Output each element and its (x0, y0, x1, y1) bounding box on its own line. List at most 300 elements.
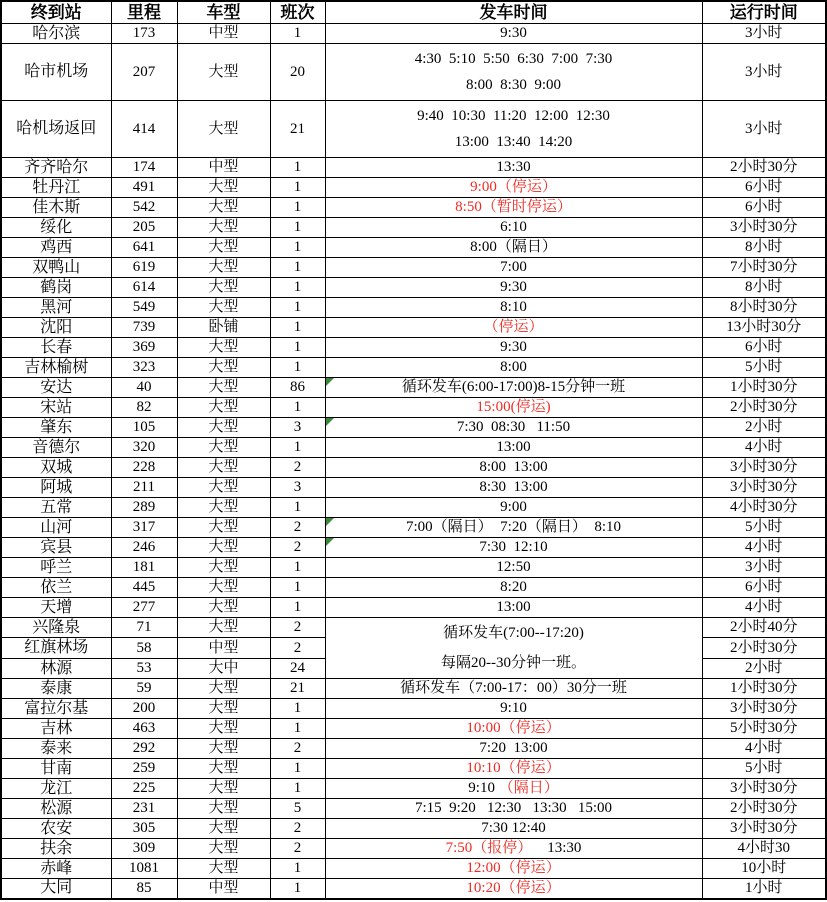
cell-bus-type: 大型 (177, 238, 270, 258)
departure-times (326, 579, 702, 596)
departure-times (326, 800, 702, 817)
cell-bus-type: 大型 (177, 779, 270, 799)
cell-running-time: 2小时 (702, 658, 826, 678)
cell-trips: 1 (270, 558, 325, 578)
cell-running-time: 2小时40分 (702, 618, 826, 638)
cell-station: 双城 (1, 458, 111, 478)
cell-station: 赤峰 (1, 859, 111, 879)
cell-station: 哈尔滨 (1, 24, 111, 44)
cell-trips: 1 (270, 438, 325, 458)
cell-departure-time (325, 739, 702, 759)
cell-running-time: 2小时30分 (702, 799, 826, 819)
table-row (1, 618, 826, 638)
cell-running-time: 3小时 (702, 24, 826, 44)
table-row (1, 799, 826, 819)
cell-station: 吉林 (1, 719, 111, 739)
cell-running-time: 6小时 (702, 178, 826, 198)
cell-trips: 3 (270, 418, 325, 438)
cell-station: 农安 (1, 819, 111, 839)
cell-departure-time (325, 438, 702, 458)
cell-bus-type: 中型 (177, 638, 270, 658)
cell-trips: 2 (270, 839, 325, 859)
cell-running-time: 5小时30分 (702, 719, 826, 739)
departure-note-red: 8:50（暂时停运） (455, 199, 572, 216)
cell-trips: 1 (270, 859, 325, 879)
departure-time-text: 9:30 (500, 25, 527, 42)
departure-time-text: 8:00 8:30 9:00 (465, 76, 561, 93)
cell-running-time: 3小时30分 (702, 218, 826, 238)
header-station: 终到站 (1, 1, 111, 24)
table-row (1, 338, 826, 358)
departure-time-text: 9:40 10:30 11:20 12:00 12:30 (417, 108, 610, 124)
departure-note-red: 9:00（停运） (470, 179, 557, 196)
cell-station: 双鸭山 (1, 258, 111, 278)
table-row (1, 238, 826, 258)
table-row (1, 298, 826, 318)
cell-running-time: 8小时30分 (702, 298, 826, 318)
departure-times (326, 519, 702, 536)
departure-time-text: 8:00（隔日） (470, 239, 557, 256)
cell-bus-type: 大型 (177, 278, 270, 298)
cell-running-time: 1小时30分 (702, 378, 826, 398)
cell-mileage: 173 (111, 24, 177, 44)
cell-running-time: 3小时30分 (702, 699, 826, 719)
cell-departure-time (325, 398, 702, 418)
table-row (1, 358, 826, 378)
cell-station: 宾县 (1, 538, 111, 558)
cell-bus-type: 大型 (177, 258, 270, 278)
cell-departure-time (325, 578, 702, 598)
departure-time-text: 13:00 13:40 14:20 (454, 133, 573, 150)
cell-departure-time (325, 44, 702, 101)
departure-times (326, 279, 702, 296)
table-row (1, 218, 826, 238)
cell-mileage: 85 (111, 879, 177, 899)
departure-line (326, 279, 702, 296)
departure-times (326, 419, 702, 436)
departure-line (326, 499, 702, 516)
departure-times (326, 159, 702, 176)
cell-mileage: 292 (111, 739, 177, 759)
departure-line (326, 479, 702, 496)
departure-times (326, 760, 702, 777)
departure-line (326, 539, 702, 556)
departure-line (326, 25, 702, 42)
cell-trips: 1 (270, 879, 325, 899)
cell-station: 宋站 (1, 398, 111, 418)
table-header (1, 1, 826, 24)
departure-time-text: 8:20 (500, 579, 527, 596)
cell-station: 富拉尔基 (1, 699, 111, 719)
table-row (1, 378, 826, 398)
header-row (1, 1, 826, 24)
cell-station: 依兰 (1, 578, 111, 598)
cell-running-time: 3小时 (702, 101, 826, 158)
cell-running-time: 4小时 (702, 438, 826, 458)
cell-station: 阿城 (1, 478, 111, 498)
departure-note-red: 15:00(停运) (476, 399, 551, 416)
cell-trips: 1 (270, 398, 325, 418)
departure-line (326, 419, 702, 436)
table-row (1, 158, 826, 178)
table-row (1, 819, 826, 839)
cell-mileage: 207 (111, 44, 177, 101)
cell-trips: 1 (270, 258, 325, 278)
departure-times (326, 740, 702, 757)
cell-bus-type: 大型 (177, 358, 270, 378)
cell-departure-time (325, 298, 702, 318)
cell-bus-type: 大中 (177, 658, 270, 678)
cell-trips: 1 (270, 358, 325, 378)
cell-mileage: 71 (111, 618, 177, 638)
departure-line (326, 219, 702, 236)
cell-bus-type: 大型 (177, 618, 270, 638)
table-row (1, 44, 826, 101)
cell-bus-type: 大型 (177, 398, 270, 418)
cell-trips: 1 (270, 338, 325, 358)
cell-mileage: 205 (111, 218, 177, 238)
cell-trips: 20 (270, 44, 325, 101)
cell-departure-time (325, 598, 702, 618)
cell-trips: 1 (270, 278, 325, 298)
cell-bus-type: 大型 (177, 178, 270, 198)
cell-departure-time (325, 338, 702, 358)
table-row (1, 398, 826, 418)
cell-station: 黑河 (1, 298, 111, 318)
table-row (1, 458, 826, 478)
cell-running-time: 5小时 (702, 358, 826, 378)
header-departure-time: 发车时间 (325, 1, 702, 24)
departure-times (326, 880, 702, 897)
departure-line (326, 760, 702, 777)
cell-station: 五常 (1, 498, 111, 518)
departure-line (326, 700, 702, 717)
cell-bus-type: 大型 (177, 438, 270, 458)
departure-time-text: 循环发车(7:00--17:20) (443, 624, 584, 641)
cell-bus-type: 大型 (177, 538, 270, 558)
cell-bus-type: 大型 (177, 298, 270, 318)
cell-running-time: 4小时 (702, 598, 826, 618)
cell-mileage: 491 (111, 178, 177, 198)
table-row (1, 759, 826, 779)
table-row (1, 278, 826, 298)
departure-line (326, 359, 702, 376)
departure-line (326, 259, 702, 276)
cell-bus-type: 大型 (177, 719, 270, 739)
cell-trips: 2 (270, 819, 325, 839)
cell-trips: 2 (270, 518, 325, 538)
cell-station: 山河 (1, 518, 111, 538)
cell-trips: 1 (270, 238, 325, 258)
table-row (1, 258, 826, 278)
cell-mileage: 463 (111, 719, 177, 739)
cell-running-time: 3小时30分 (702, 819, 826, 839)
departure-times (326, 319, 702, 336)
cell-mileage: 289 (111, 498, 177, 518)
cell-departure-time (325, 278, 702, 298)
cell-bus-type: 大型 (177, 578, 270, 598)
departure-line (326, 579, 702, 596)
departure-times (326, 199, 702, 216)
cell-station: 肇东 (1, 418, 111, 438)
cell-departure-time (325, 618, 702, 679)
departure-line (326, 840, 702, 857)
table-row (1, 739, 826, 759)
departure-line (326, 680, 702, 697)
table-row (1, 418, 826, 438)
cell-trips: 5 (270, 799, 325, 819)
cell-departure-time (325, 178, 702, 198)
departure-times (326, 25, 702, 42)
cell-trips: 86 (270, 378, 325, 398)
departure-time-text: 13:30 (496, 159, 531, 176)
cell-mileage: 231 (111, 799, 177, 819)
cell-trips: 1 (270, 318, 325, 338)
cell-station: 安达 (1, 378, 111, 398)
cell-running-time: 8小时 (702, 278, 826, 298)
table-row (1, 178, 826, 198)
cell-departure-time (325, 759, 702, 779)
departure-times (326, 339, 702, 356)
comment-triangle-icon (326, 538, 334, 546)
cell-station: 沈阳 (1, 318, 111, 338)
cell-mileage: 549 (111, 298, 177, 318)
departure-time-text: 7:00 (500, 259, 527, 276)
table-row (1, 318, 826, 338)
cell-departure-time (325, 558, 702, 578)
cell-mileage: 614 (111, 278, 177, 298)
cell-departure-time (325, 839, 702, 859)
cell-bus-type: 卧铺 (177, 318, 270, 338)
cell-trips: 2 (270, 638, 325, 658)
departure-line (326, 239, 702, 256)
table-row (1, 101, 826, 158)
cell-running-time: 1小时30分 (702, 679, 826, 699)
cell-station: 松源 (1, 799, 111, 819)
departure-times (326, 399, 702, 416)
cell-station: 鸡西 (1, 238, 111, 258)
cell-bus-type: 大型 (177, 338, 270, 358)
departure-time-text: 8:30 13:00 (479, 479, 548, 496)
table-row (1, 598, 826, 618)
table-row (1, 24, 826, 44)
cell-bus-type: 大型 (177, 101, 270, 158)
header-running-time: 运行时间 (702, 1, 826, 24)
cell-departure-time (325, 719, 702, 739)
cell-mileage: 181 (111, 558, 177, 578)
cell-departure-time (325, 859, 702, 879)
cell-running-time: 10小时 (702, 859, 826, 879)
cell-station: 音德尔 (1, 438, 111, 458)
cell-departure-time (325, 198, 702, 218)
departure-times (326, 599, 702, 616)
departure-line (326, 339, 702, 356)
departure-line (326, 880, 702, 897)
cell-mileage: 305 (111, 819, 177, 839)
cell-running-time: 4小时30分 (702, 498, 826, 518)
departure-time-text: 7:30 12:40 (481, 820, 546, 837)
departure-time-text: 循环发车（7:00-17：00）30分一班 (400, 680, 627, 697)
cell-trips: 1 (270, 779, 325, 799)
departure-line (326, 379, 702, 396)
cell-departure-time (325, 24, 702, 44)
cell-bus-type: 大型 (177, 198, 270, 218)
table-row (1, 859, 826, 879)
cell-running-time: 6小时 (702, 338, 826, 358)
cell-station: 红旗林场 (1, 638, 111, 658)
cell-departure-time (325, 458, 702, 478)
cell-mileage: 246 (111, 538, 177, 558)
cell-bus-type: 中型 (177, 879, 270, 899)
cell-station: 泰来 (1, 739, 111, 759)
departure-line (326, 199, 702, 216)
cell-running-time: 13小时30分 (702, 318, 826, 338)
departure-times (326, 479, 702, 496)
departure-note-red: 10:10（停运） (466, 760, 561, 777)
cell-departure-time (325, 779, 702, 799)
cell-departure-time (325, 258, 702, 278)
cell-bus-type: 大型 (177, 679, 270, 699)
table-row (1, 779, 826, 799)
cell-running-time: 8小时 (702, 238, 826, 258)
departure-line (326, 159, 702, 176)
cell-bus-type: 大型 (177, 839, 270, 859)
cell-bus-type: 大型 (177, 478, 270, 498)
comment-triangle-icon (326, 418, 334, 426)
cell-station: 大同 (1, 879, 111, 899)
table-row (1, 498, 826, 518)
cell-running-time: 4小时 (702, 739, 826, 759)
table-row (1, 558, 826, 578)
cell-trips: 2 (270, 739, 325, 759)
cell-mileage: 445 (111, 578, 177, 598)
cell-departure-time (325, 538, 702, 558)
cell-mileage: 309 (111, 839, 177, 859)
departure-time-text: 循环发车(6:00-17:00)8-15分钟一班 (401, 379, 626, 396)
cell-running-time: 2小时30分 (702, 158, 826, 178)
departure-times (326, 219, 702, 236)
departure-line (326, 134, 702, 151)
departure-line (326, 625, 702, 642)
cell-trips: 1 (270, 719, 325, 739)
cell-station: 佳木斯 (1, 198, 111, 218)
cell-bus-type: 大型 (177, 739, 270, 759)
cell-running-time: 6小时 (702, 198, 826, 218)
departure-times (326, 840, 702, 857)
cell-bus-type: 大型 (177, 218, 270, 238)
cell-mileage: 228 (111, 458, 177, 478)
cell-bus-type: 大型 (177, 498, 270, 518)
cell-bus-type: 大型 (177, 759, 270, 779)
departure-time-text: 9:10 (468, 780, 499, 797)
table-row (1, 879, 826, 899)
cell-departure-time (325, 879, 702, 899)
departure-time-text: 8:00 13:00 (479, 459, 548, 476)
table-row (1, 699, 826, 719)
cell-mileage: 277 (111, 598, 177, 618)
table-row (1, 518, 826, 538)
departure-line (326, 459, 702, 476)
cell-bus-type: 中型 (177, 158, 270, 178)
cell-running-time: 6小时 (702, 578, 826, 598)
cell-mileage: 641 (111, 238, 177, 258)
departure-line (326, 559, 702, 576)
departure-note-red: （停运） (483, 319, 544, 336)
departure-time-text: 9:00 (500, 499, 527, 516)
cell-running-time: 2小时 (702, 418, 826, 438)
departure-note-red: （隔日） (498, 780, 559, 797)
cell-departure-time (325, 498, 702, 518)
departure-note-red: 12:00（停运） (466, 860, 561, 877)
cell-mileage: 542 (111, 198, 177, 218)
cell-station: 扶余 (1, 839, 111, 859)
header-mileage: 里程 (111, 1, 177, 24)
departure-note-red: 10:00（停运） (466, 720, 561, 737)
timetable-body (1, 24, 826, 899)
comment-triangle-icon (326, 518, 334, 526)
cell-bus-type: 大型 (177, 558, 270, 578)
departure-time-text: 12:50 (496, 559, 531, 576)
departure-line (326, 51, 702, 68)
cell-departure-time (325, 478, 702, 498)
departure-times (326, 299, 702, 316)
departure-line (326, 319, 702, 336)
cell-mileage: 414 (111, 101, 177, 158)
cell-bus-type: 大型 (177, 44, 270, 101)
cell-mileage: 317 (111, 518, 177, 538)
table-row (1, 538, 826, 558)
departure-time-text: 9:30 (500, 339, 527, 356)
cell-station: 兴隆泉 (1, 618, 111, 638)
cell-departure-time (325, 238, 702, 258)
cell-departure-time (325, 819, 702, 839)
departure-line (326, 439, 702, 456)
departure-times (326, 359, 702, 376)
departure-times (326, 539, 702, 556)
cell-running-time: 5小时 (702, 518, 826, 538)
cell-mileage: 59 (111, 679, 177, 699)
cell-mileage: 200 (111, 699, 177, 719)
cell-bus-type: 大型 (177, 799, 270, 819)
cell-station: 林源 (1, 658, 111, 678)
cell-running-time: 1小时 (702, 879, 826, 899)
table-row (1, 839, 826, 859)
cell-running-time: 7小时30分 (702, 258, 826, 278)
departure-time-text: 13:00 (496, 439, 531, 456)
departure-times (326, 239, 702, 256)
cell-trips: 1 (270, 198, 325, 218)
departure-times (326, 179, 702, 196)
departure-time-text: 每隔20--30分钟一班。 (441, 654, 586, 671)
cell-trips: 2 (270, 538, 325, 558)
cell-trips: 2 (270, 618, 325, 638)
departure-time-text: 6:10 (500, 219, 527, 236)
departure-times (326, 459, 702, 476)
cell-departure-time (325, 101, 702, 158)
cell-running-time: 3小时 (702, 558, 826, 578)
departure-times (326, 108, 702, 150)
cell-mileage: 320 (111, 438, 177, 458)
cell-station: 齐齐哈尔 (1, 158, 111, 178)
cell-mileage: 739 (111, 318, 177, 338)
departure-times (326, 259, 702, 276)
departure-line (326, 860, 702, 877)
departure-times (326, 820, 702, 837)
cell-running-time: 3小时30分 (702, 458, 826, 478)
table-row (1, 478, 826, 498)
departure-time-text: 13:00 (496, 599, 531, 616)
cell-bus-type: 大型 (177, 378, 270, 398)
